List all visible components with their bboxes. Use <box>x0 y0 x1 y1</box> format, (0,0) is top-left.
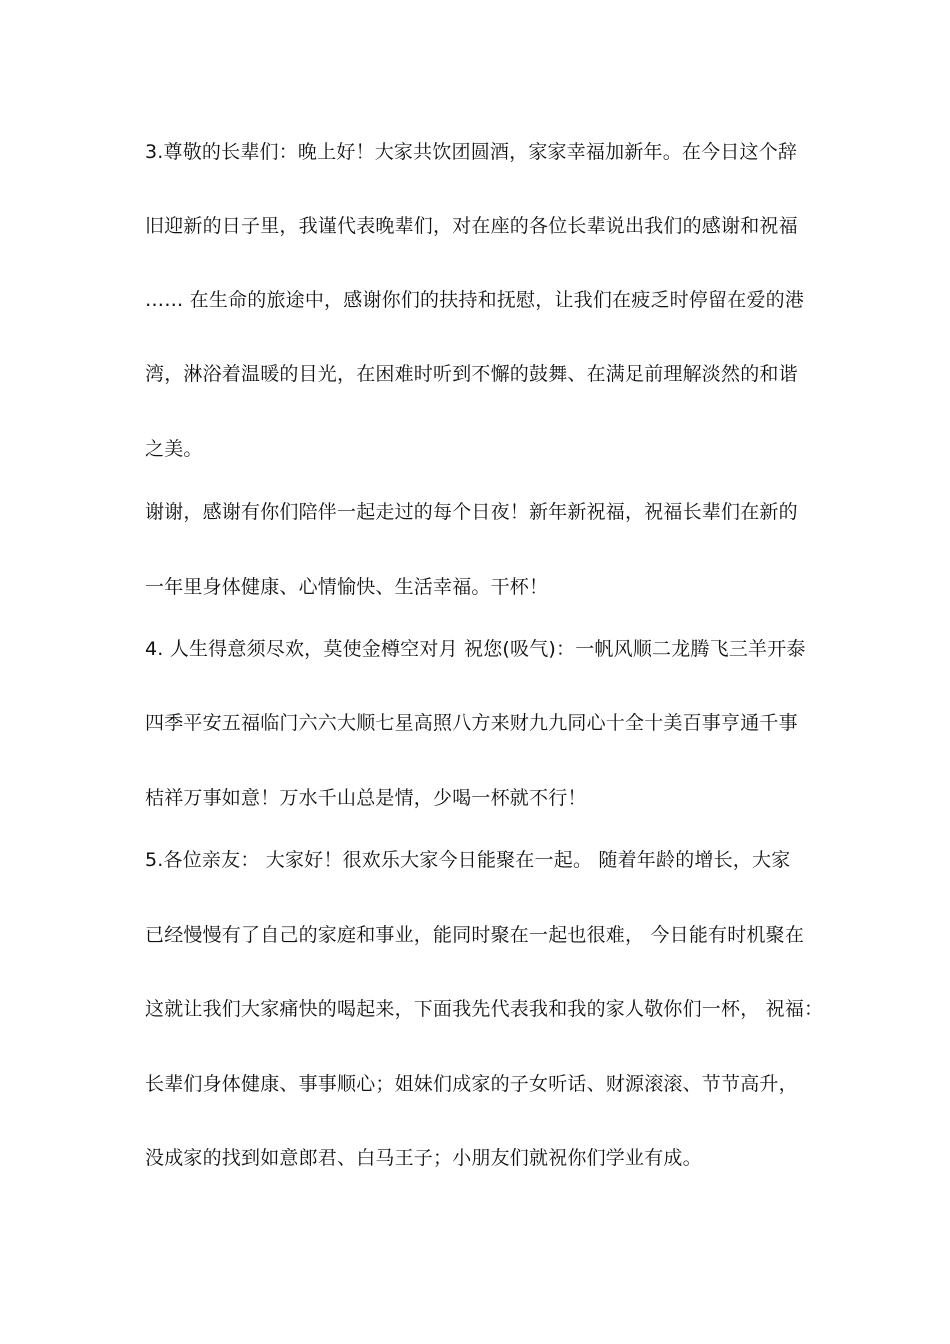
text-line: 长辈们身体健康、事事顺心；姐妹们成家的子女听话、财源滚滚、节节高升， <box>145 1073 798 1095</box>
text-line: 3.尊敬的长辈们：晚上好！大家共饮团圆酒，家家幸福加新年。在今日这个辞 <box>145 141 798 163</box>
text-line: 这就让我们大家痛快的喝起来，下面我先代表我和我的家人敬你们一杯， 祝福： <box>145 998 824 1020</box>
text-line: 5.各位亲友： 大家好！很欢乐大家今日能聚在一起。 随着年龄的增长，大家 <box>145 849 791 871</box>
text-line: 已经慢慢有了自己的家庭和事业，能同时聚在一起也很难， 今日能有时机聚在 <box>145 924 805 946</box>
text-line: 没成家的找到如意郎君、白马王子；小朋友们就祝你们学业有成。 <box>145 1147 702 1169</box>
text-line: 四季平安五福临门六六大顺七星高照八方来财九九同心十全十美百事亨通千事 <box>145 712 798 734</box>
text-line: …… 在生命的旅途中，感谢你们的扶持和抚慰，让我们在疲乏时停留在爱的港 <box>145 289 805 311</box>
text-line: 谢谢，感谢有你们陪伴一起走过的每个日夜！新年新祝福，祝福长辈们在新的 <box>145 501 798 523</box>
text-line: 桔祥万事如意！万水千山总是情，少喝一杯就不行！ <box>145 787 587 809</box>
text-line: 4. 人生得意须尽欢，莫使金樽空对月 祝您(吸气)：一帆风顺二龙腾飞三羊开泰 <box>145 638 806 660</box>
text-line: 一年里身体健康、心情愉快、生活幸福。干杯！ <box>145 576 549 598</box>
text-line: 湾，淋浴着温暖的目光，在困难时听到不懈的鼓舞、在满足前理解淡然的和谐 <box>145 363 798 385</box>
text-line: 之美。 <box>145 438 203 460</box>
text-line: 旧迎新的日子里，我谨代表晚辈们，对在座的各位长辈说出我们的感谢和祝福 <box>145 215 798 237</box>
